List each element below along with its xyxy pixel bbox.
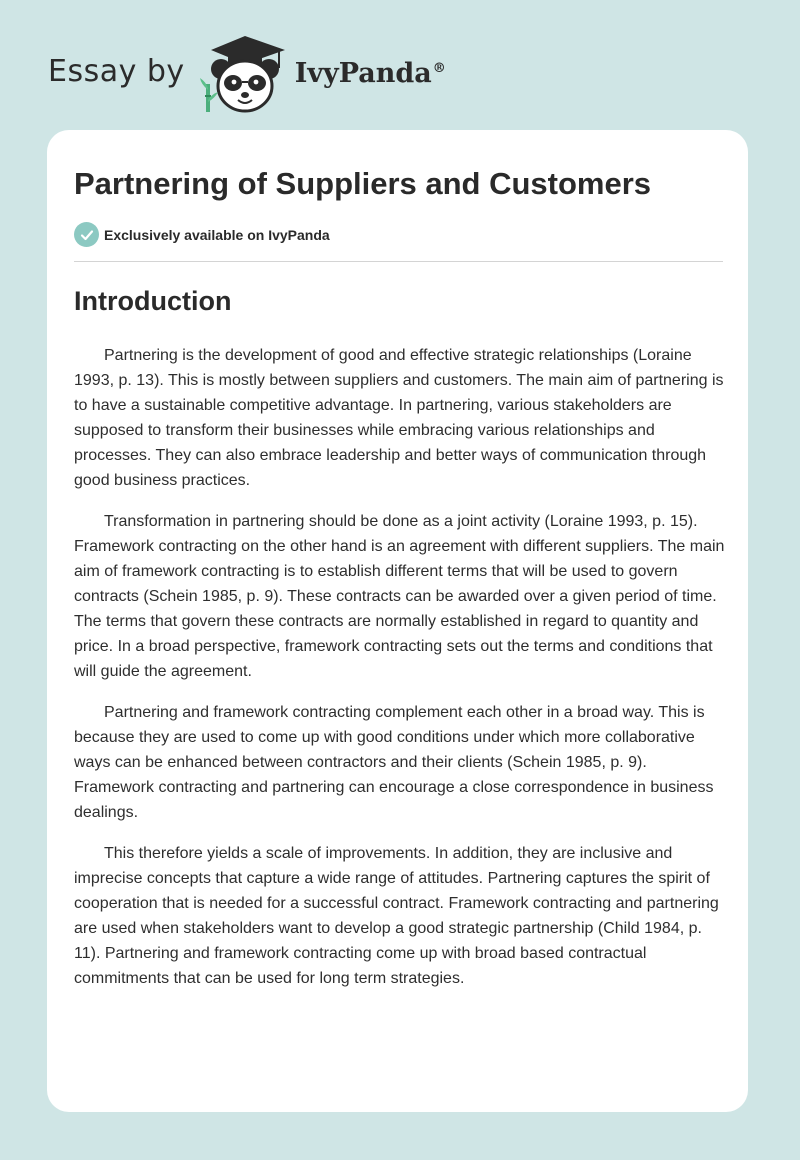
brand-name[interactable]: IvyPanda® [294, 57, 446, 89]
essay-body [74, 343, 726, 1007]
divider [74, 261, 723, 262]
exclusive-badge [74, 222, 330, 247]
paragraph: Transformation in partnering should be done as a joint activity (Loraine 1993, p. 15). Framework contracting on the other hand is an agreement with different suppliers. The main aim of framework contracting is to establish different terms that will be used to govern contracts (Schein 1985, p. 9). These contracts can be awarded over a given period of time. The terms that govern these contracts are normally established in regard to quantity and price. In a broad perspective, framework contracting sets out the terms and conditions that will guide the agreement. [74, 513, 725, 680]
panda-graduate-logo-icon[interactable] [199, 34, 291, 114]
paragraph: Partnering and framework contracting complement each other in a broad way. This is because they are used to come up with good conditions under which more collaborative ways can be enhanced between contractors and their clients (Schein 1985, p. 9). Framework contracting and partnering can encourage a close correspondence in business dealings. [74, 704, 714, 821]
registered-mark: ® [432, 60, 446, 76]
section-heading: Introduction [74, 286, 232, 316]
essay-by-label: Essay by [48, 53, 185, 89]
exclusive-badge-label: Exclusively available on IvyPanda [104, 226, 330, 243]
paragraph: Partnering is the development of good and effective strategic relationships (Loraine 1993, p. 13). This is mostly between suppliers and customers. The main aim of partnering is to have a sustainable competitive advantage. In partnering, various stakeholders are supposed to transform their businesses while embracing various relationships and processes. They can also embrace leadership and better ways of communication through good business practices. [74, 347, 724, 489]
essay-card [47, 130, 748, 1112]
page-title: Partnering of Suppliers and Customers [74, 166, 652, 201]
check-circle-icon [74, 222, 99, 247]
paragraph: This therefore yields a scale of improvements. In addition, they are inclusive and imprecise concepts that capture a wide range of attitudes. Partnering captures the spirit of cooperation that is needed for a successful contract. Framework contracting and partnering are used when stakeholders want to develop a good strategic partnership (Child 1984, p. 11). Partnering and framework contracting come up with broad based contractual commitments that can be used for long term strategies. [74, 845, 719, 987]
site-header [48, 34, 446, 114]
